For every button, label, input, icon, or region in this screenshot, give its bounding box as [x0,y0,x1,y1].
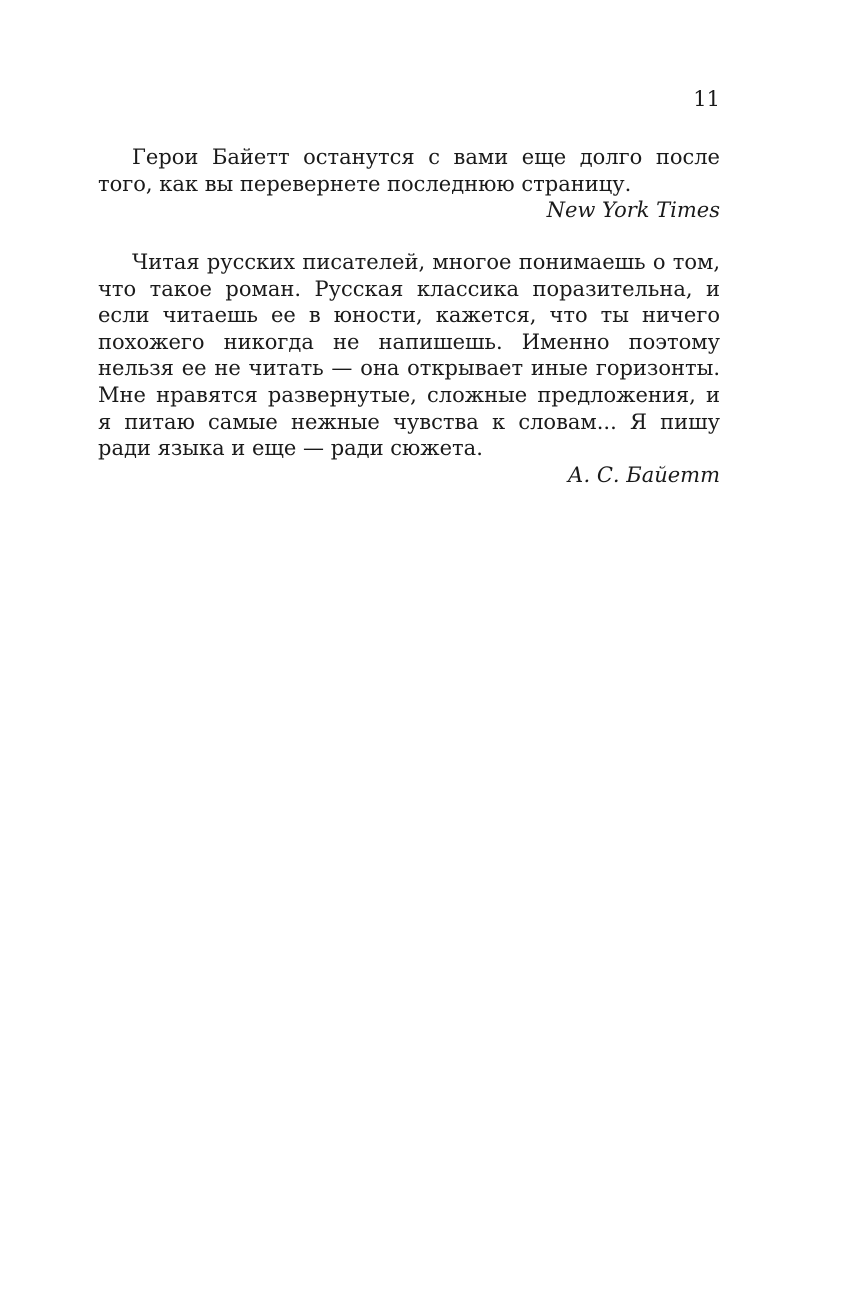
quote-text: Герои Байетт останутся с вами еще долго после того, как вы перевернете последнюю страницу. [98,145,720,196]
quote-text: Читая русских писателей, многое понимаешь о том, что такое роман. Русская классика поразительна, и если читаешь ее в юности, кажется, что ты ничего похожего никогда не напишешь. Именно поэтому нельзя ее не читать — она открывает иные горизонты. Мне нравятся развернутые, сложные предложения, и я питаю самые нежные чувства к словам... Я пишу ради языка и еще — ради сюжета. [98,250,720,461]
quote-attribution: А. С. Байетт [567,462,720,487]
quote-block [98,249,720,488]
quote-attribution: New York Times [546,198,720,223]
quote-block [98,144,720,224]
page-number: 11 [693,87,720,111]
